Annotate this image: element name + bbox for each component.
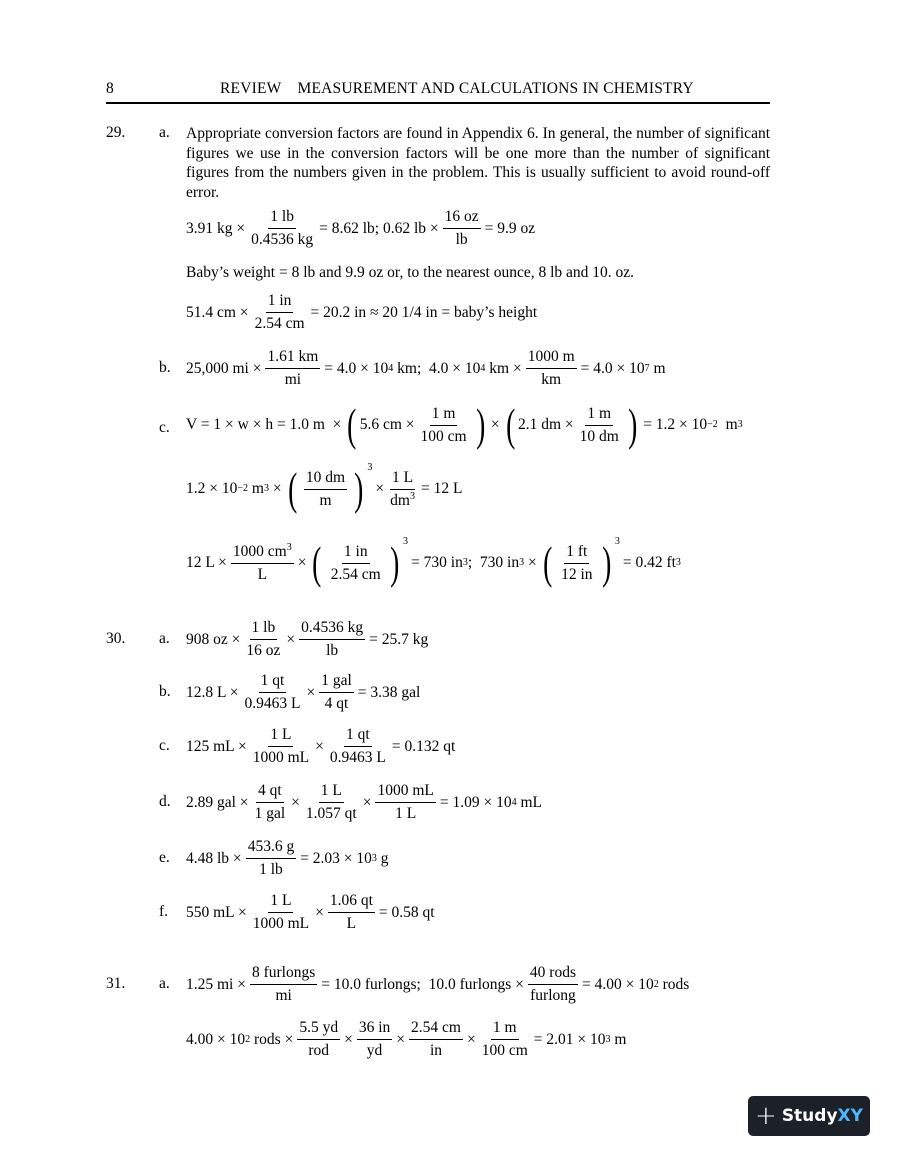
eq-text: km × <box>485 359 522 377</box>
fraction <box>304 469 347 510</box>
numerator: 36 in <box>357 1019 392 1040</box>
eq-text: 4.48 lb × <box>186 849 242 867</box>
eq-text: V = 1 × w × h = 1.0 m × <box>186 416 342 433</box>
parenthesized-group: ( 2.1 dm × $\frac{1 m}{10 dm}$ ) <box>505 399 638 450</box>
numerator-text: 1000 cm <box>232 542 287 560</box>
denominator: 1 L <box>395 805 417 822</box>
denominator: furlong <box>530 987 576 1004</box>
eq-text: 25,000 mi × <box>186 359 262 377</box>
denominator: rod <box>308 1042 330 1059</box>
baby-weight-text: Baby’s weight = 8 lb and 9.9 oz or, to the nearest ounce, 8 lb and 10. oz. <box>186 264 635 281</box>
exponent: 3 <box>367 462 373 473</box>
denominator: L <box>346 915 357 932</box>
fraction <box>329 543 383 584</box>
eq-text: = 12 L <box>420 480 463 497</box>
times-sign: × <box>286 630 296 648</box>
numerator: 40 rods <box>528 964 578 985</box>
denominator: 100 cm <box>481 1042 528 1059</box>
fraction <box>265 348 320 389</box>
eq-text: = 9.9 oz <box>484 219 536 237</box>
fraction <box>328 892 375 933</box>
eq-text: m <box>649 359 666 377</box>
eq-text: mL <box>516 793 542 811</box>
fraction <box>388 469 417 510</box>
numerator: 1 L <box>390 469 415 490</box>
page-number: 8 <box>106 80 114 97</box>
exponent: 3 <box>286 541 292 553</box>
eq-text: 12 L × <box>186 554 227 571</box>
eq-text: 2.89 gal × <box>186 793 249 811</box>
numerator: 1 qt <box>259 672 287 693</box>
fraction <box>578 405 621 446</box>
times-sign: × <box>291 793 300 811</box>
fraction <box>526 348 577 389</box>
paragraph: Appropriate conversion factors are found in Appendix 6. In general, the number of significant figures we use in the conversion factors will be one more than the number of significant figures from the numbers given in the problem. This is usually sufficient to avoid round-off error. <box>186 125 770 201</box>
eq-text: 5.6 cm × <box>359 416 415 433</box>
denominator: L <box>257 565 268 583</box>
eq-text: = 4.0 × 10 <box>580 359 645 377</box>
denominator: 1000 mL <box>252 915 310 932</box>
numerator: 1 gal <box>319 672 354 693</box>
fraction <box>246 838 297 879</box>
eq-text: 3.91 kg × <box>186 219 246 237</box>
numerator: 1000 m <box>526 348 577 369</box>
eq-text: = 0.132 qt <box>391 737 456 755</box>
eq-text: m <box>610 1030 627 1048</box>
numerator: 1 L <box>268 726 293 747</box>
eq-text: 2.1 dm × <box>517 416 574 433</box>
times-sign: × <box>315 903 324 921</box>
numerator: 8 furlongs <box>250 964 317 985</box>
numerator: 1 L <box>319 782 344 803</box>
numerator: 1 qt <box>344 726 372 747</box>
eq-text: km; 4.0 × 10 <box>393 359 481 377</box>
numerator: 1000 mL <box>375 782 435 803</box>
equation-line: 2.89 gal × $\frac{4 qt}{\text{1 gal}}$ × $\frac{1 L}{1.057 qt}$ × $\frac{1000 mL}{1 L}$ = 1.09 × 10 4 mL <box>186 782 542 822</box>
times-sign: × <box>297 554 307 571</box>
equation-line: 1.2 × 10 −2 m 3 × ( $\frac{10 dm}{m}$ ) 3 × $\frac{1 L}{dm^3}$ = 12 L <box>186 462 463 514</box>
denominator: 10 dm <box>579 427 619 445</box>
denominator: km <box>541 371 562 388</box>
equation-line: 1.25 mi × $\frac{\text{8 furlongs}}{mi}$ = 10.0 furlongs; 10.0 furlongs × $\frac{\text{40 rods}}{\text{furlong}}$ = 4.00 × 10 2 rods <box>186 964 690 1004</box>
problem-number: 30. <box>106 630 126 647</box>
eq-text: 12.8 L × <box>186 683 239 701</box>
numerator: 5.5 yd <box>297 1019 340 1040</box>
denominator: mi <box>275 987 292 1004</box>
exponent: 3 <box>614 536 620 547</box>
numerator: 1 L <box>268 892 293 913</box>
denominator: 2.54 cm <box>254 315 305 332</box>
numerator: 1 m <box>430 405 458 426</box>
eq-text: rods <box>658 975 690 993</box>
equation-line: 4.00 × 10 2 rods × $\frac{5.5 yd}{\text{rod}}$ × $\frac{36 in}{yd}$ × $\frac{2.54 cm}{in}$ × $\frac{1 m}{100 cm}$ = 2.01 × 10 3 m <box>186 1019 627 1059</box>
part-letter: c. <box>159 419 170 436</box>
denominator: 1000 mL <box>252 749 310 766</box>
numerator: 4 qt <box>256 782 284 803</box>
times-sign: × <box>466 1030 476 1048</box>
eq-text: g <box>376 849 389 867</box>
denominator: 0.9463 L <box>329 749 386 766</box>
fraction <box>251 726 311 767</box>
eq-text: = 2.01 × 10 <box>533 1030 606 1048</box>
numerator: 1 in <box>266 292 294 313</box>
equation-line: V = 1 × w × h = 1.0 m × ( 5.6 cm × $\frac{1 m}{100 cm}$ ) × ( 2.1 dm × $\frac{1 m}{10 dm}$ ) = 1.2 × 10 −2 m 3 <box>186 399 743 450</box>
times-sign: × <box>396 1030 405 1048</box>
fraction <box>528 964 578 1005</box>
numerator: 1 m <box>585 405 613 426</box>
plus-icon: + <box>755 1101 777 1131</box>
numerator: 1 m <box>491 1019 519 1040</box>
part-letter: b. <box>159 683 171 700</box>
numerator: 16 oz <box>443 208 481 229</box>
page-header <box>106 80 770 104</box>
denominator: lb <box>455 231 468 248</box>
denominator: 0.4536 kg <box>251 231 314 248</box>
numerator: 1.06 qt <box>328 892 375 913</box>
numerator <box>231 543 294 564</box>
part-letter: e. <box>159 849 170 866</box>
eq-text: = 1.09 × 10 <box>439 793 512 811</box>
part-letter: a. <box>159 630 170 647</box>
times-sign: × <box>344 1030 353 1048</box>
eq-text: 125 mL × <box>186 737 247 755</box>
numerator: 2.54 cm <box>409 1019 463 1040</box>
part-letter: d. <box>159 793 171 810</box>
fraction <box>357 1019 392 1060</box>
fraction <box>319 672 354 713</box>
equation-line <box>186 892 435 933</box>
denominator: m <box>319 491 332 509</box>
fraction <box>253 782 288 823</box>
parenthesized-group: ( $\frac{1 ft}{12 in}$ ) 3 <box>542 536 620 588</box>
eq-text: × <box>524 554 537 571</box>
eq-text: = 25.7 kg <box>369 630 429 648</box>
denominator: 0.9463 L <box>244 695 301 712</box>
denominator <box>388 490 417 510</box>
eq-text: 908 oz × <box>186 630 241 648</box>
eq-text: 1.25 mi × <box>186 975 246 993</box>
denominator: 2.54 cm <box>330 565 381 583</box>
part-letter: c. <box>159 737 170 754</box>
fraction <box>231 543 294 584</box>
numerator: 453.6 g <box>246 838 297 859</box>
numerator: 1 lb <box>250 619 278 640</box>
parenthesized-group: ( $\frac{10 dm}{m}$ ) 3 <box>287 462 373 514</box>
times-sign: × <box>375 480 385 497</box>
fraction <box>297 1019 340 1060</box>
equation-line <box>186 292 537 333</box>
eq-text: = 0.42 ft <box>622 554 676 571</box>
equation-line <box>186 208 535 249</box>
fraction <box>559 543 594 584</box>
running-title: REVIEW MEASUREMENT AND CALCULATIONS IN CHEMISTRY <box>220 80 694 97</box>
equation-line: 25,000 mi × $\frac{1.61 km}{mi}$ = 4.0 × 10 4 km; 4.0 × 10 4 km × $\frac{1000 m}{km}$ = 4.0 × 10 7 m <box>186 348 666 388</box>
problem-number: 29. <box>106 124 126 141</box>
part-letter: a. <box>159 975 170 992</box>
eq-text: 4.00 × 10 <box>186 1030 246 1048</box>
denominator: 1 lb <box>259 861 283 878</box>
eq-text: = 4.00 × 10 <box>581 975 654 993</box>
denominator: yd <box>366 1042 383 1059</box>
studyxy-logo[interactable] <box>748 1096 870 1136</box>
denominator: lb <box>326 642 339 659</box>
part-letter: a. <box>159 124 170 141</box>
numerator: 1 ft <box>564 543 589 564</box>
eq-text: m <box>717 416 738 433</box>
fraction <box>375 782 435 823</box>
numerator: 1 in <box>342 543 370 564</box>
exponent: 3 <box>403 536 409 547</box>
denominator-text: dm <box>390 491 410 509</box>
parenthesized-group: ( 5.6 cm × $\frac{1 m}{100 cm}$ ) <box>347 399 485 450</box>
exponent: 3 <box>409 490 415 502</box>
equation-line: 12 L × $\frac{1000 cm^3}{L}$ × ( $\frac{1 in}{2.54 cm}$ ) 3 = 730 in 3 ; 730 in 3 × ( $\frac{1 ft}{12 in}$ ) 3 = 0.42 ft 3 <box>186 536 681 588</box>
eq-text: = 20.2 in ≈ 20 1/4 in = baby’s height <box>310 303 538 321</box>
fraction <box>249 208 315 249</box>
part-letter: b. <box>159 359 171 376</box>
eq-text: = 4.0 × 10 <box>324 359 389 377</box>
parenthesized-group: ( $\frac{1 in}{2.54 cm}$ ) 3 <box>312 536 409 588</box>
fraction <box>253 292 307 333</box>
eq-text: ; 730 in <box>467 554 520 571</box>
eq-text: = 0.58 qt <box>378 903 435 921</box>
times-sign: × <box>306 683 316 701</box>
denominator: 100 cm <box>420 427 467 445</box>
denominator: 1.057 qt <box>305 805 357 822</box>
eq-text: = 1.2 × 10 <box>643 416 708 433</box>
eq-text: rods × <box>250 1030 294 1048</box>
equation-line <box>186 726 455 767</box>
problem-number: 31. <box>106 975 126 992</box>
eq-text: × <box>268 480 282 497</box>
fraction <box>243 672 303 713</box>
fraction <box>304 782 359 823</box>
denominator: 12 in <box>561 565 593 583</box>
fraction <box>328 726 388 767</box>
equation-line <box>186 672 420 713</box>
denominator: mi <box>284 371 302 388</box>
fraction <box>419 405 469 446</box>
denominator: 4 qt <box>324 695 349 712</box>
eq-text: = 10.0 furlongs; 10.0 furlongs × <box>321 975 524 993</box>
eq-text: 1.2 × 10 <box>186 480 238 497</box>
fraction <box>251 892 311 933</box>
times-sign: × <box>362 793 372 811</box>
fraction <box>299 619 365 660</box>
fraction <box>250 964 317 1005</box>
logo-text: Study <box>781 1106 838 1126</box>
denominator: in <box>429 1042 442 1059</box>
eq-text: 51.4 cm × <box>186 303 249 321</box>
numerator: 1.61 km <box>265 348 320 369</box>
eq-text: 550 mL × <box>186 903 247 921</box>
numerator: 1 lb <box>268 208 296 229</box>
equation-line: 4.48 lb × $\frac{453.6 g}{1 lb}$ = 2.03 × 10 3 g <box>186 838 389 878</box>
numerator: 0.4536 kg <box>299 619 365 640</box>
denominator: 16 oz <box>246 642 281 659</box>
eq-text: = 2.03 × 10 <box>300 849 372 867</box>
fraction <box>244 619 282 660</box>
denominator: 1 gal <box>254 805 286 822</box>
fraction <box>409 1019 463 1060</box>
eq-text: = 8.62 lb; 0.62 lb × <box>319 219 439 237</box>
fraction <box>443 208 481 249</box>
times-sign: × <box>490 416 500 433</box>
logo-text-accent: XY <box>837 1106 863 1126</box>
part-letter: f. <box>159 903 169 920</box>
times-sign: × <box>315 737 324 755</box>
eq-text: = 3.38 gal <box>357 683 421 701</box>
equation-line <box>186 619 428 660</box>
eq-text: m <box>248 480 264 497</box>
numerator: 10 dm <box>304 469 347 490</box>
fraction <box>480 1019 530 1060</box>
eq-text: = 730 in <box>411 554 463 571</box>
